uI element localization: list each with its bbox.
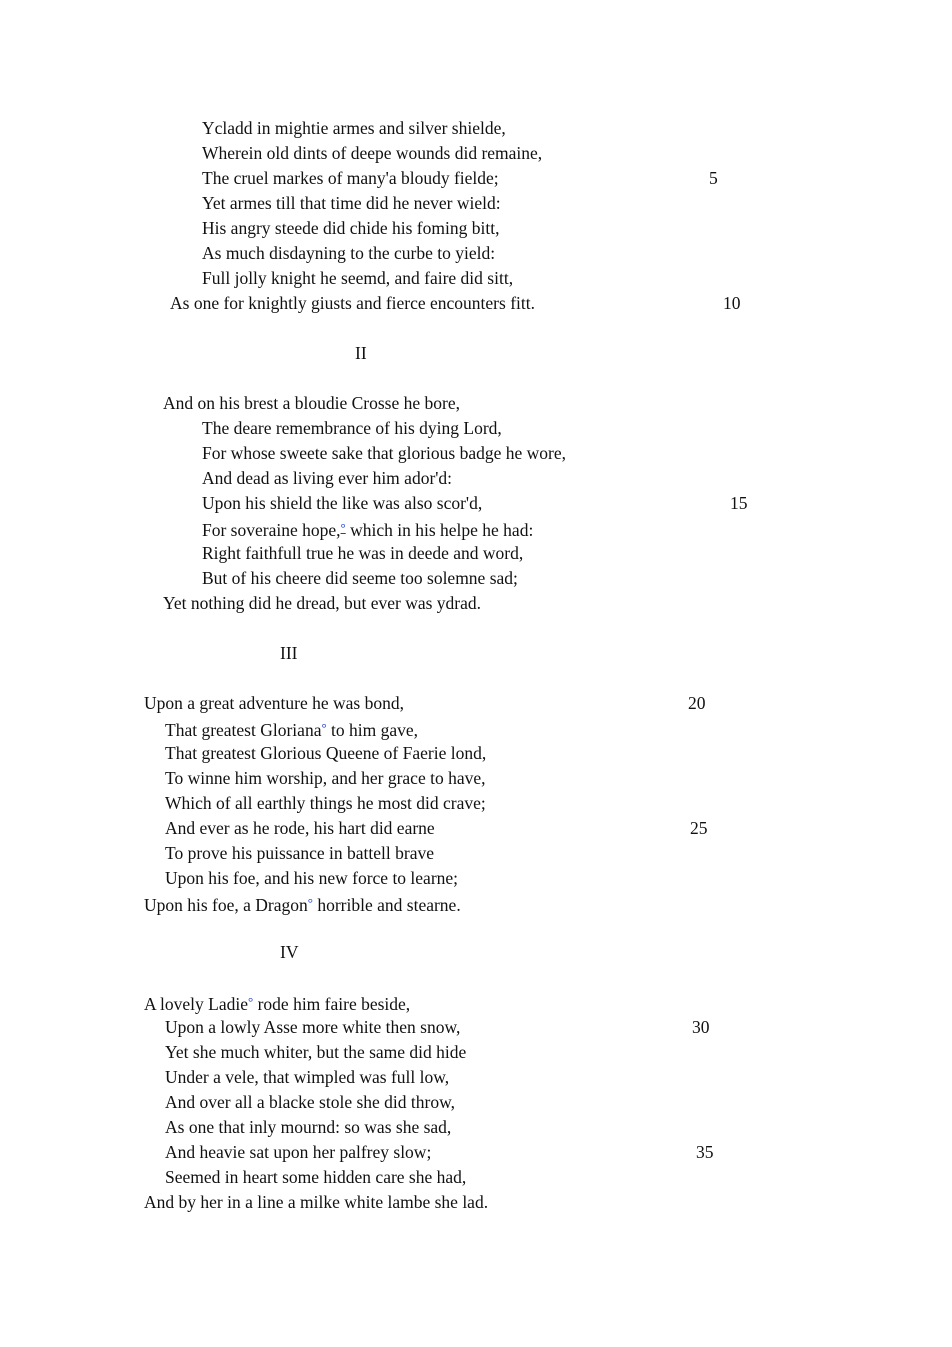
poem-line: That greatest Glorious Queene of Faerie lond, [165,743,487,763]
poem-line: Under a vele, that wimpled was full low, [165,1067,450,1087]
note-link-icon[interactable]: ° [248,994,254,1009]
poem-line-text: Upon his foe, a Dragon [144,895,308,915]
poem-line: Upon a lowly Asse more white then snow, [165,1017,461,1037]
poem-line: Seemed in heart some hidden care she had, [165,1167,467,1187]
poem-line [144,992,410,1014]
poem-line-text: horrible and stearne. [312,895,461,915]
poem-line-text: which in his helpe he had: [345,520,534,540]
stanza-number: II [355,343,367,363]
poem-line: And ever as he rode, his hart did earne [165,818,435,838]
poem-line: For whose sweete sake that glorious badge he wore, [202,443,566,463]
poem-line-text: rode him faire beside, [253,994,411,1014]
poem-line: Yet nothing did he dread, but ever was ydrad. [163,593,482,613]
poem-line: Full jolly knight he seemd, and faire did sitt, [202,268,514,288]
line-number: 5 [709,168,718,188]
poem-line: And dead as living ever him ador'd: [202,468,453,488]
poem-line: The cruel markes of many'a bloudy fielde; [202,168,499,188]
line-number: 35 [696,1142,714,1162]
note-link-icon[interactable]: ° [321,720,327,735]
poem-line: Upon his foe, and his new force to learne; [165,868,459,888]
poem-line: Yet armes till that time did he never wield: [202,193,501,213]
poem-line [202,518,533,540]
poem-line [144,893,461,915]
poem-line [165,718,418,740]
poem-line: As much disdayning to the curbe to yield: [202,243,496,263]
poem-line: And on his brest a bloudie Crosse he bore, [163,393,460,413]
poem-line: And over all a blacke stole she did throw, [165,1092,455,1112]
poem-line: As one for knightly giusts and fierce encounters fitt. [170,293,535,313]
poem-line: To prove his puissance in battell brave [165,843,434,863]
poem-line: Wherein old dints of deepe wounds did remaine, [202,143,543,163]
note-link-icon[interactable]: ° [340,520,346,535]
poem-line: And by her in a line a milke white lambe she lad. [144,1192,489,1212]
line-number: 15 [730,493,748,513]
poem-line: Upon a great adventure he was bond, [144,693,404,713]
poem-line-text: For soveraine hope, [202,520,341,540]
line-number: 25 [690,818,708,838]
poem-line: To winne him worship, and her grace to have, [165,768,486,788]
note-link-icon[interactable]: ° [307,895,313,910]
poem-line: His angry steede did chide his foming bitt, [202,218,500,238]
stanza-number: IV [280,942,299,962]
poem-line: Which of all earthly things he most did crave; [165,793,486,813]
line-number: 30 [692,1017,710,1037]
poem-line: And heavie sat upon her palfrey slow; [165,1142,432,1162]
poem-line-text: to him gave, [326,720,419,740]
poem-line: As one that inly mournd: so was she sad, [165,1117,452,1137]
poem-line: Yet she much whiter, but the same did hide [165,1042,467,1062]
poem-line: But of his cheere did seeme too solemne sad; [202,568,518,588]
poem-line-text: A lovely Ladie [144,994,249,1014]
stanza-number: III [280,643,298,663]
line-number: 10 [723,293,741,313]
line-number: 20 [688,693,706,713]
poem-line: Ycladd in mightie armes and silver shielde, [202,118,506,138]
poem-line-text: That greatest Gloriana [165,720,322,740]
poem-line: Upon his shield the like was also scor'd, [202,493,483,513]
poem-line: The deare remembrance of his dying Lord, [202,418,502,438]
poem-line: Right faithfull true he was in deede and word, [202,543,524,563]
